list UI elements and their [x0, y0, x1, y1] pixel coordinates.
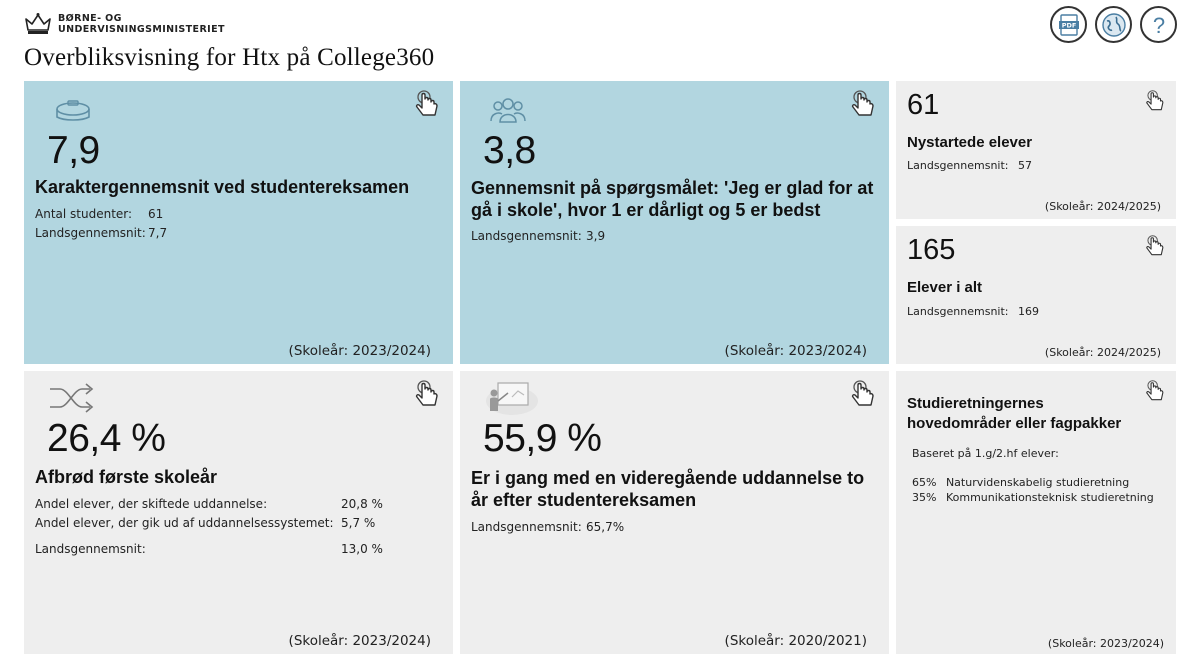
card-new-students[interactable]: [896, 81, 1176, 219]
row-value: 57: [1018, 159, 1033, 172]
row-value: 13,0 %: [341, 542, 383, 556]
card-total-students[interactable]: [896, 226, 1176, 364]
shuffle-icon: [48, 381, 96, 415]
study-lines-title: Studieretningernes hovedområder eller fagpakker: [907, 395, 1122, 432]
row-value: 61: [148, 207, 164, 221]
dropout-row-national: [35, 542, 383, 556]
new-students-value: 61: [907, 89, 940, 121]
row-value: 3,9: [586, 229, 606, 243]
teacher-board-icon: [484, 379, 540, 419]
tap-details-icon[interactable]: [849, 379, 877, 409]
row-value: 5,7 %: [341, 516, 376, 530]
total-students-value: 165: [907, 234, 956, 266]
study-line-item: [912, 476, 1129, 489]
study-line-label: Naturvidenskabelig studieretning: [945, 476, 1130, 489]
help-button[interactable]: [1140, 6, 1177, 43]
grade-row-national: [35, 226, 168, 240]
row-label: Landsgennemsnit:: [907, 305, 1009, 318]
school-year: (Skoleår: 2023/2024): [724, 343, 867, 359]
dropout-value: 26,4 %: [47, 417, 166, 460]
grade-row-students: [35, 207, 164, 221]
school-year: (Skoleår: 2024/2025): [1044, 346, 1161, 359]
total-students-row-national: [907, 305, 1039, 318]
globe-icon: [1101, 12, 1127, 38]
ministry-name: [58, 13, 225, 35]
svg-text:?: ?: [1152, 12, 1165, 37]
svg-text:PDF: PDF: [1061, 21, 1076, 29]
new-students-row-national: [907, 159, 1032, 172]
study-line-pct: 35%: [912, 491, 937, 504]
school-year: (Skoleår: 2023/2024): [1047, 637, 1164, 650]
wellbeing-row-national: [471, 229, 606, 243]
ministry-name-line1: BØRNE- OG: [58, 13, 122, 24]
tap-details-icon[interactable]: [849, 89, 877, 119]
row-label: Landsgennemsnit:: [471, 520, 582, 534]
pdf-icon: [1057, 13, 1081, 37]
row-label: Landsgennemsnit:: [907, 159, 1009, 172]
grade-title: Karaktergennemsnit ved studentereksamen: [35, 177, 410, 197]
further-education-row-national: [471, 520, 625, 534]
school-year: (Skoleår: 2024/2025): [1044, 200, 1161, 213]
school-year: (Skoleår: 2020/2021): [724, 633, 867, 649]
row-value: 169: [1018, 305, 1040, 318]
graduation-cap-icon: [54, 99, 92, 123]
grade-value: 7,9: [47, 129, 100, 172]
row-label: Antal studenter:: [35, 207, 133, 221]
study-line-item: [912, 491, 1154, 504]
row-value: 7,7: [148, 226, 168, 240]
card-study-lines[interactable]: [896, 371, 1176, 654]
study-line-pct: 65%: [912, 476, 937, 489]
help-icon: [1147, 13, 1171, 37]
page-title: Overbliksvisning for Htx på College360: [24, 44, 435, 71]
toolbar: [1050, 6, 1177, 43]
people-icon: [490, 95, 526, 125]
language-button[interactable]: [1095, 6, 1132, 43]
row-label: Andel elever, der skiftede uddannelse:: [35, 497, 268, 511]
dropout-row-switched: [35, 497, 383, 511]
dropout-title: Afbrød første skoleår: [35, 467, 218, 487]
total-students-title: Elever i alt: [907, 279, 983, 296]
school-year: (Skoleår: 2023/2024): [288, 343, 431, 359]
card-dropout[interactable]: [24, 371, 453, 654]
study-line-label: Kommunikationsteknisk studieretning: [945, 491, 1154, 504]
wellbeing-title: Gennemsnit på spørgsmålet: 'Jeg er glad for at gå i skole', hvor 1 er dårligt og 5 er bedst: [471, 178, 874, 220]
further-education-value: 55,9 %: [483, 417, 602, 460]
row-value: 20,8 %: [341, 497, 383, 511]
row-label: Landsgennemsnit:: [35, 226, 146, 240]
tap-details-icon[interactable]: [1144, 89, 1166, 113]
row-label: Landsgennemsnit:: [35, 542, 146, 556]
new-students-title: Nystartede elever: [907, 134, 1033, 151]
wellbeing-value: 3,8: [483, 129, 536, 172]
row-label: Landsgennemsnit:: [471, 229, 582, 243]
row-label: Andel elever, der gik ud af uddannelsessystemet:: [35, 516, 334, 530]
dropout-row-left-system: [35, 516, 376, 530]
card-grade-average[interactable]: [24, 81, 453, 364]
tap-details-icon[interactable]: [413, 379, 441, 409]
ministry-logo: [24, 12, 225, 36]
tap-details-icon[interactable]: [1144, 379, 1166, 403]
tap-details-icon[interactable]: [413, 89, 441, 119]
crown-icon: [24, 12, 52, 36]
further-education-title: Er i gang med en videregående uddannelse to år efter studentereksamen: [471, 468, 865, 510]
card-wellbeing[interactable]: [460, 81, 889, 364]
ministry-name-line2: UNDERVISNINGSMINISTERIET: [58, 24, 225, 35]
card-further-education[interactable]: [460, 371, 889, 654]
row-value: 65,7%: [586, 520, 625, 534]
tap-details-icon[interactable]: [1144, 234, 1166, 258]
pdf-button[interactable]: [1050, 6, 1087, 43]
study-lines-basis: Baseret på 1.g/2.hf elever:: [912, 447, 1059, 460]
school-year: (Skoleår: 2023/2024): [288, 633, 431, 649]
